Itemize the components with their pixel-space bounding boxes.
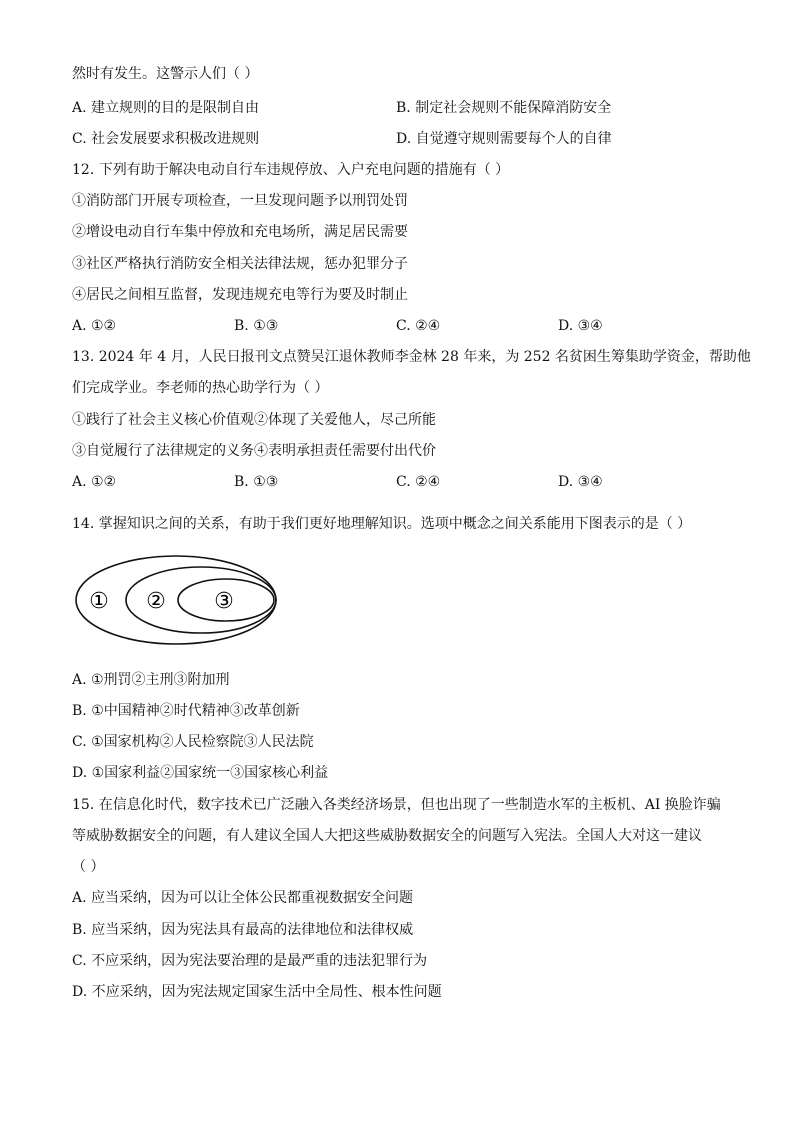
q13-option-b: B. ①③ [234,474,279,490]
q11-option-a: A. 建立规则的目的是限制自由 [72,100,260,116]
q14-option-b: B. ①中国精神②时代精神③改革创新 [72,703,300,719]
q12-option-c: C. ②④ [396,318,441,334]
q13-option-d: D. ③④ [558,474,603,490]
q12-item-4: ④居民之间相互监督，发现违规充电等行为要及时制止 [72,287,408,303]
q15-stem-line-1: 15. 在信息化时代，数字技术已广泛融入各类经济场景，但也出现了一些制造水军的主板机、AI 换脸诈骗 [72,797,721,813]
q14-stem: 14. 掌握知识之间的关系，有助于我们更好地理解知识。选项中概念之间关系能用下图表示的是（ ） [72,516,692,532]
q13-option-c: C. ②④ [396,474,441,490]
q12-stem: 12. 下列有助于解决电动自行车违规停放、入户充电问题的措施有（ ） [72,162,510,178]
q15-option-b: B. 应当采纳，因为宪法具有最高的法律地位和法律权威 [72,922,414,938]
diagram-label-1: ① [89,589,109,614]
q13-option-a: A. ①② [72,474,117,490]
q15-option-d: D. 不应采纳，因为宪法规定国家生活中全局性、根本性问题 [72,984,442,1000]
q15-stem-line-3: （ ） [72,859,105,875]
q11-option-c: C. 社会发展要求积极改进规则 [72,131,260,147]
q13-item-1: ①践行了社会主义核心价值观②体现了关爱他人，尽己所能 [72,412,436,428]
q13-stem-line-1: 13. 2024 年 4 月，人民日报刊文点赞吴江退休教师李金林 28 年来，为 252 名贫困生筹集助学资金，帮助他 [72,349,751,365]
q12-item-2: ②增设电动自行车集中停放和充电场所，满足居民需要 [72,224,408,240]
diagram-label-2: ② [146,589,166,614]
q12-option-b: B. ①③ [234,318,279,334]
q14-option-c: C. ①国家机构②人民检察院③人民法院 [72,734,314,750]
q15-option-c: C. 不应采纳，因为宪法要治理的是最严重的违法犯罪行为 [72,953,428,969]
q11-stem-tail: 然时有发生。这警示人们（ ） [72,66,259,82]
q11-option-b: B. 制定社会规则不能保障消防安全 [396,100,612,116]
q12-option-a: A. ①② [72,318,117,334]
q15-option-a: A. 应当采纳，因为可以让全体公民都重视数据安全问题 [72,890,414,906]
q13-stem-line-2: 们完成学业。李老师的热心助学行为（ ） [72,380,329,396]
diagram-label-3: ③ [214,589,234,614]
q12-option-d: D. ③④ [558,318,603,334]
q15-stem-line-2: 等威胁数据安全的问题，有人建议全国人大把这些威胁数据安全的问题写入宪法。全国人大对这一建议 [72,828,702,844]
nested-ellipses-diagram [74,552,284,652]
q12-item-3: ③社区严格执行消防安全相关法律法规，惩办犯罪分子 [72,256,408,272]
q13-item-2: ③自觉履行了法律规定的义务④表明承担责任需要付出代价 [72,443,436,459]
q14-option-d: D. ①国家利益②国家统一③国家核心利益 [72,765,329,781]
q11-option-d: D. 自觉遵守规则需要每个人的自律 [396,131,612,147]
q14-option-a: A. ①刑罚②主刑③附加刑 [72,672,230,688]
q12-item-1: ①消防部门开展专项检查，一旦发现问题予以刑罚处罚 [72,193,408,209]
